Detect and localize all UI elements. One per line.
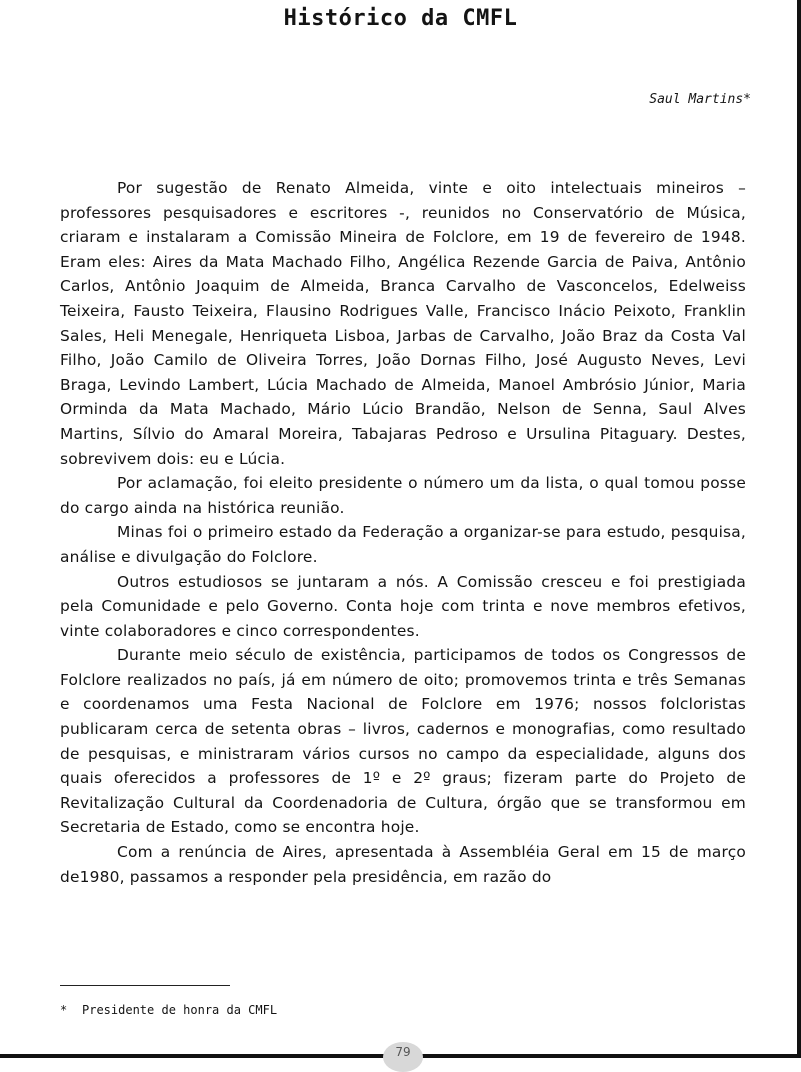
paragraph: Por sugestão de Renato Almeida, vinte e oito intelectuais mineiros – professores pesquisadores e escritores -, reunidos no Conservatório de Música, criaram e instalaram a Comissão Mineira de Folclore, em 19 de fevereiro de 1948. Eram eles: Aires da Mata Machado Filho, Angélica Rezende Garcia de Paiva, Antônio Carlos, Antônio Joaquim de Almeida, Branca Carvalho de Vasconcelos, Edelweiss Teixeira, Fausto Teixeira, Flausino Rodrigues Valle, Francisco Inácio Peixoto, Franklin Sales, Heli Menegale, Henriqueta Lisboa, Jarbas de Carvalho, João Braz da Costa Val Filho, João Camilo de Oliveira Torres, João Dornas Filho, José Augusto Neves, Levi Braga, Levindo Lambert, Lúcia Machado de Almeida, Manoel Ambrósio Júnior, Maria Orminda da Mata Machado, Mário Lúcio Brandão, Nelson de Senna, Saul Alves Martins, Sílvio do Amaral Moreira, Tabajaras Pedroso e Ursulina Pitaguary. Destes, sobrevivem dois: eu e Lúcia. <box>60 179 746 468</box>
footnote <box>60 1003 277 1017</box>
paragraph: Outros estudiosos se juntaram a nós. A Comissão cresceu e foi prestigiada pela Comunidade e pelo Governo. Conta hoje com trinta e nove membros efetivos, vinte colaboradores e cinco correspondentes. <box>60 572 746 640</box>
footnote-text: Presidente de honra da CMFL <box>82 1003 278 1017</box>
footnote-divider <box>60 985 230 986</box>
paragraph: Minas foi o primeiro estado da Federação a organizar-se para estudo, pesquisa, análise e divulgação do Folclore. <box>60 523 746 566</box>
page-title: Histórico da CMFL <box>283 6 518 31</box>
page-number: 79 <box>383 1042 423 1072</box>
author-byline: Saul Martins* <box>649 92 751 107</box>
paragraph: Durante meio século de existência, participamos de todos os Congressos de Folclore realizados no país, já em número de oito; promovemos trinta e três Semanas e coordenamos uma Festa Nacional de Folclore em 1976; nossos folcloristas publicaram cerca de setenta obras – livros, cadernos e monografias, como resultado de pesquisas, e ministraram vários cursos no campo da especialidade, alguns dos quais oferecidos a professores de 1º e 2º graus; fizeram parte do Projeto de Revitalização Cultural da Coordenadoria de Cultura, órgão que se transformou em Secretaria de Estado, como se encontra hoje. <box>60 646 746 837</box>
article-body <box>60 176 746 889</box>
footnote-mark: * <box>60 1003 68 1017</box>
paragraph: Por aclamação, foi eleito presidente o número um da lista, o qual tomou posse do cargo ainda na histórica reunião. <box>60 474 746 517</box>
paragraph: Com a renúncia de Aires, apresentada à Assembléia Geral em 15 de março de1980, passamos a responder pela presidência, em razão do <box>60 843 746 886</box>
